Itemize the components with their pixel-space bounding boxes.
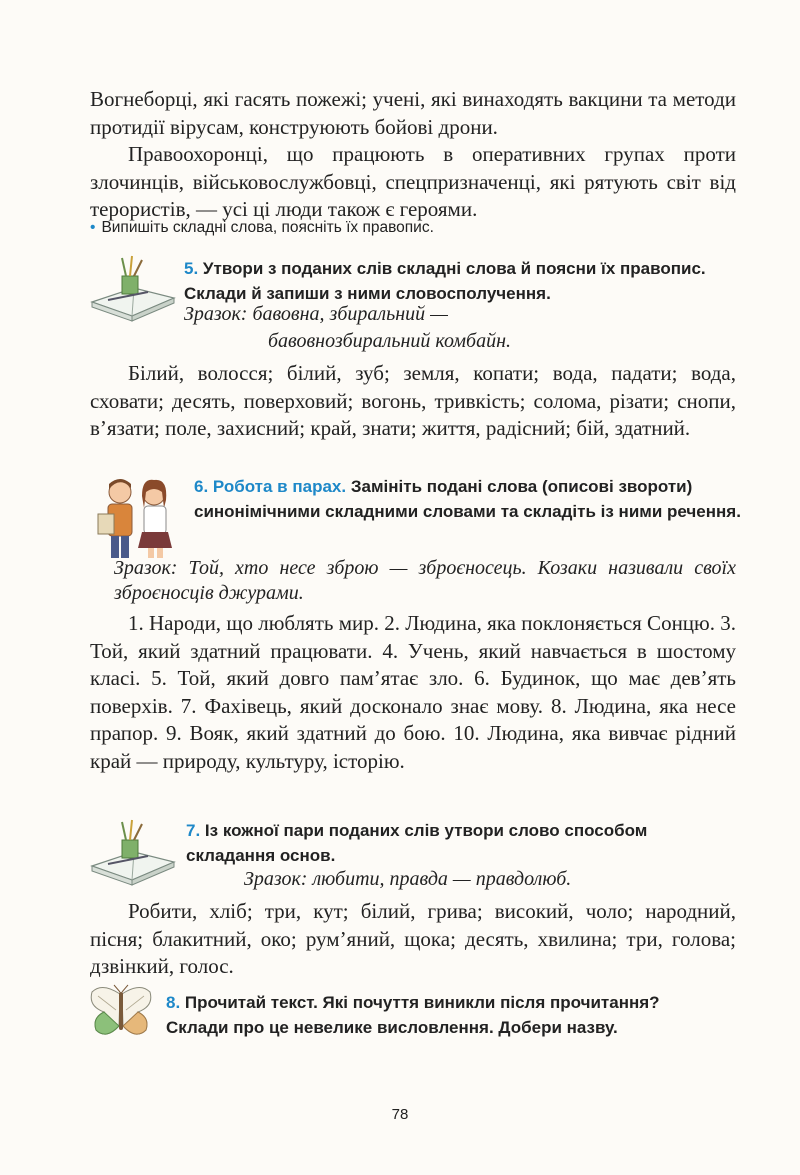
book-pen-icon bbox=[88, 254, 178, 326]
task-7-number: 7. bbox=[186, 821, 201, 840]
bullet-note bbox=[90, 219, 434, 237]
page-number: 78 bbox=[391, 1106, 409, 1123]
task-7-header bbox=[186, 818, 716, 868]
task-6-example: Зразок: Той, хто несе зброю — зброєносець. Козаки називали своїх зброєносців джурами. bbox=[114, 557, 736, 604]
task-6-number: 6. bbox=[194, 477, 209, 496]
task-6-text: Замініть подані слова (описові звороти) синонімічними складними словами та складіть із ними речення. bbox=[194, 477, 741, 521]
book-pen-icon bbox=[88, 818, 178, 890]
task-5-number: 5. bbox=[184, 259, 199, 278]
intro-paragraph-2: Правоохоронці, що працюють в оперативних групах проти злочинців, військовослужбовці, спецпризначенці, які рятують світ від терористів, — усі ці люди також є героями. bbox=[90, 142, 736, 221]
bullet-icon: • bbox=[90, 219, 96, 236]
task-8-number: 8. bbox=[166, 993, 181, 1012]
task-5-text: Утвори з поданих слів складні слова й поясни їх правопис. Склади й запиши з ними словосполучення. bbox=[184, 259, 706, 303]
task-5-example-line-1: Зразок: бавовна, збиральний — bbox=[184, 303, 448, 325]
task-7-text: Із кожної пари поданих слів утвори слово способом складання основ. bbox=[186, 821, 648, 865]
intro-paragraph-1: Вогнеборці, які гасять пожежі; учені, які винаходять вакцини та методи протидії вірусам, конструюють бойові дрони. bbox=[90, 87, 736, 139]
task-7-example: Зразок: любити, правда — правдолюб. bbox=[244, 868, 572, 890]
butterfly-icon bbox=[88, 984, 154, 1040]
task-6-header bbox=[194, 474, 742, 524]
task-8-text: Прочитай текст. Які почуття виникли після прочитання? Склади про це невелике висловлення. Добери назву. bbox=[166, 993, 660, 1037]
pupils-pair-icon bbox=[96, 474, 184, 560]
task-7-words: Робити, хліб; три, кут; білий, грива; високий, чоло; народний, пісня; блакитний, око; рум’яний, щока; десять, хвилина; три, голова; дзвінкий, голос. bbox=[90, 899, 736, 978]
task-8-header bbox=[166, 990, 722, 1040]
task-5-words: Білий, волосся; білий, зуб; земля, копати; вода, падати; вода, сховати; десять, поверховий; вогонь, тривкість; солома, різати; снопи, в’язати; поле, захисний; край, знати; життя, радісний; бій, здатний. bbox=[90, 361, 736, 440]
task-5-example-line-2: бавовнозбиральний комбайн. bbox=[268, 330, 511, 352]
task-5-header bbox=[184, 256, 740, 306]
note-text: Випишіть складні слова, поясніть їх правопис. bbox=[101, 219, 434, 236]
task-6-label: Робота в парах. bbox=[212, 477, 347, 496]
task-6-items: 1. Народи, що люблять мир. 2. Людина, яка поклоняється Сонцю. 3. Той, який здатний працювати. 4. Учень, який навчається в шостому класі. 5. Той, який довго пам’ятає зло. 6. Будинок, що має дев’ять поверхів. 7. Фахівець, який досконало знає мову. 8. Людина, яка несе прапор. 9. Вояк, який здатний до бою. 10. Людина, яка вивчає рідний край — природу, культуру, історію. bbox=[90, 611, 736, 773]
